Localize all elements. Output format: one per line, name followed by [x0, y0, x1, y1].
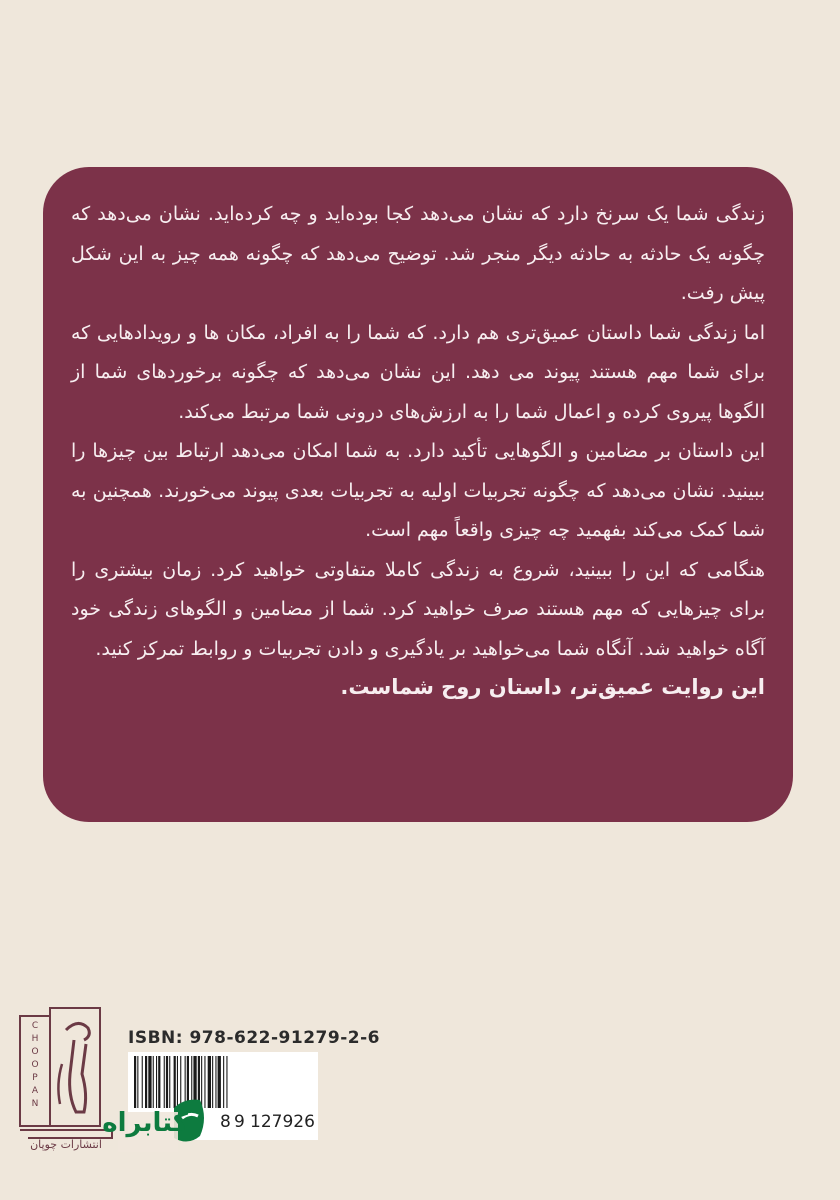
blurb-paragraph-1: زندگی شما یک سرنخ دارد که نشان می‌دهد کجا بوده‌اید و چه کرده‌اید. نشان می‌دهد که چگونه یک حادثه به حادثه دیگر منجر شد. توضیح می‌دهد که چگونه همه چیز به این شکل پیش رفت. [71, 203, 765, 304]
svg-text:O: O [31, 1060, 39, 1070]
svg-text:A: A [31, 1086, 39, 1096]
svg-text:C: C [31, 1021, 39, 1031]
svg-text:P: P [32, 1073, 38, 1083]
isbn-label: ISBN: 978-622-91279-2-6 [128, 1028, 380, 1048]
svg-text:O: O [31, 1047, 39, 1057]
barcode-digit-mid: 9 [234, 1112, 245, 1132]
barcode-digits-right: 127926 [250, 1112, 315, 1132]
svg-text:H: H [31, 1034, 39, 1044]
blurb-closing-line: این روایت عمیق‌تر، داستان روح شماست. [340, 675, 765, 699]
blurb-paragraph-2: اما زندگی شما داستان عمیق‌تری هم دارد. که شما را به افراد، مکان ها و رویدادهایی که برای شما مهم هستند پیوند می دهد. این نشان می‌دهد که چگونه برخوردهای شما از الگوها پیروی کرده و اعمال شما را به ارزش‌های درونی شما مرتبط می‌کند. [71, 321, 765, 423]
blurb-paragraph-4: هنگامی که این را ببینید، شروع به زندگی کاملا متفاوتی خواهید کرد. زمان بیشتری را برای چیزهایی که مهم هستند صرف خواهید کرد. شما از مضامین و الگوهای زندگی خود آگاه خواهید شد. آنگاه شما می‌خواهید بر یادگیری و دادن تجربیات و روابط تمرکز کنید. [71, 558, 765, 660]
blurb-paragraph-3: این داستان بر مضامین و الگوهایی تأکید دارد. به شما امکان می‌دهد ارتباط بین چیزها را ببینید. نشان می‌دهد که چگونه تجربیات اولیه به تجربیات بعدی پیوند می‌خورند. همچنین به شما کمک می‌کند بفهمید چه چیزی واقعاً مهم است. [71, 440, 765, 541]
store-logo-text: کتابراه [102, 1108, 188, 1138]
publisher-name: انتشارات چوپان [30, 1138, 102, 1151]
blurb-box [43, 167, 793, 822]
svg-text:N: N [31, 1099, 39, 1109]
barcode-digit-left: 8 [220, 1112, 231, 1132]
